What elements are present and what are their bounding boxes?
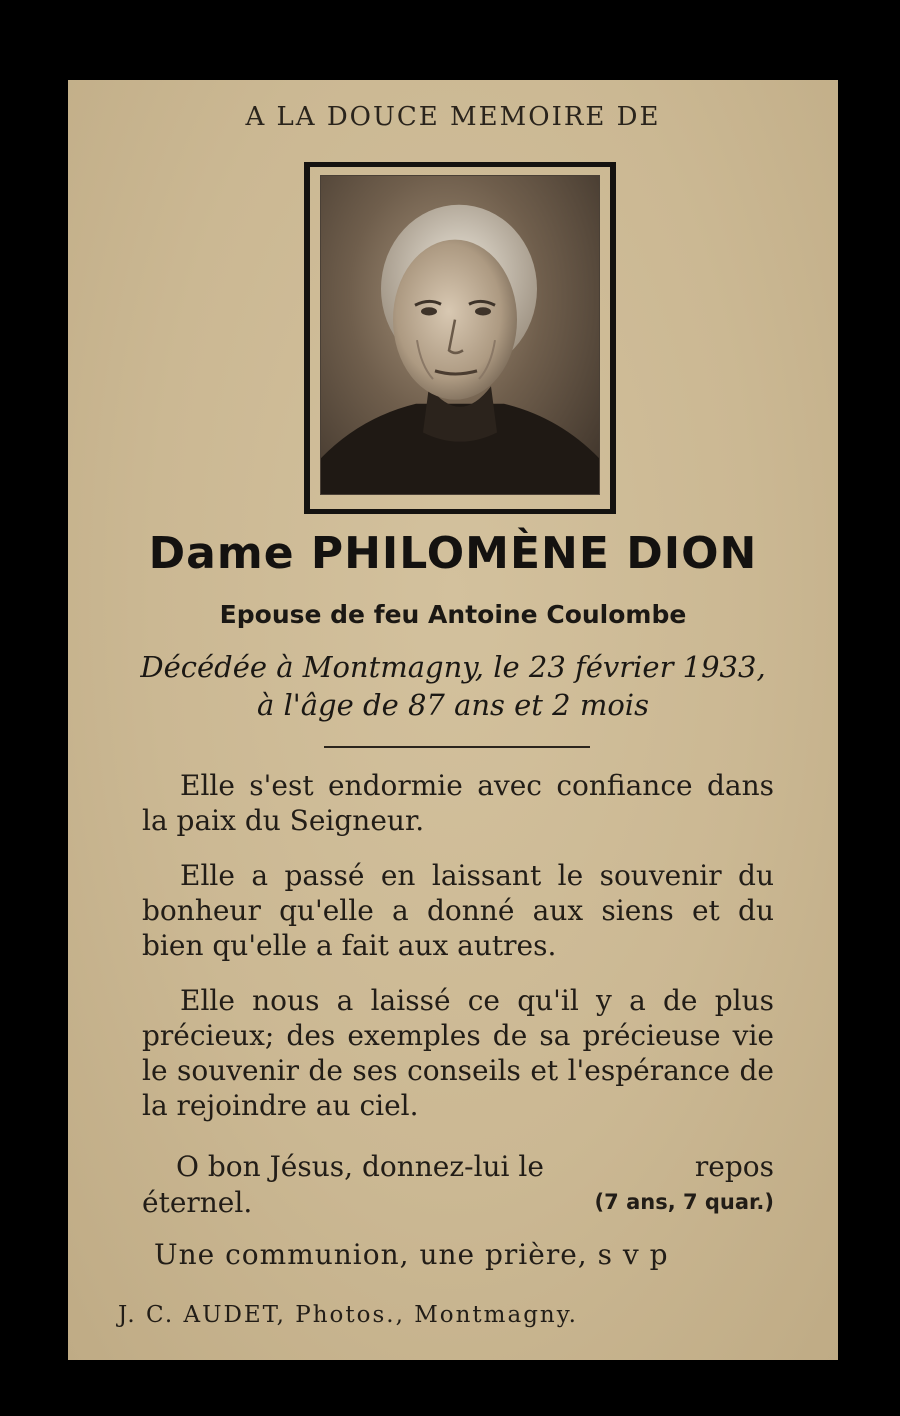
death-age: à l'âge de 87 ans et 2 mois <box>257 688 649 722</box>
spouse-line: Epouse de feu Antoine Coulombe <box>219 600 687 629</box>
prayer-text-continued: éternel. <box>142 1186 253 1219</box>
prayer-text: O bon Jésus, donnez-lui le <box>176 1150 544 1183</box>
prayer-text-end: repos <box>694 1150 774 1183</box>
death-details <box>68 648 838 724</box>
paragraph-2 <box>142 858 774 963</box>
memorial-card <box>68 80 838 1360</box>
memorial-header: A LA DOUCE MEMOIRE DE <box>245 102 661 132</box>
paragraph-2-text: Elle a passé en laissant le souvenir du bonheur qu'elle a donné aux siens et du bien qu'elle a fait aux autres. <box>142 859 774 962</box>
divider-rule <box>324 746 590 748</box>
deceased-name: Dame PHILOMÈNE DION <box>148 528 758 579</box>
indulgence-note: (7 ans, 7 quar.) <box>594 1190 774 1214</box>
portrait-image <box>321 176 599 494</box>
prayer-request: Une communion, une prière, s v p <box>154 1238 669 1271</box>
portrait-frame <box>304 162 616 514</box>
paragraph-3 <box>142 983 774 1123</box>
paragraph-1-text: Elle s'est endormie avec confiance dans la paix du Seigneur. <box>142 769 774 837</box>
portrait-photo <box>320 175 600 495</box>
paragraph-3-text: Elle nous a laissé ce qu'il y a de plus précieux; des exemples de sa précieuse vie le souvenir de ses conseils et l'espérance de la rejoindre au ciel. <box>142 984 774 1122</box>
paragraph-1 <box>142 768 774 838</box>
photographer-credit: J. C. AUDET, Photos., Montmagny. <box>118 1302 578 1328</box>
death-date-place: Décédée à Montmagny, le 23 février 1933, <box>140 650 766 684</box>
